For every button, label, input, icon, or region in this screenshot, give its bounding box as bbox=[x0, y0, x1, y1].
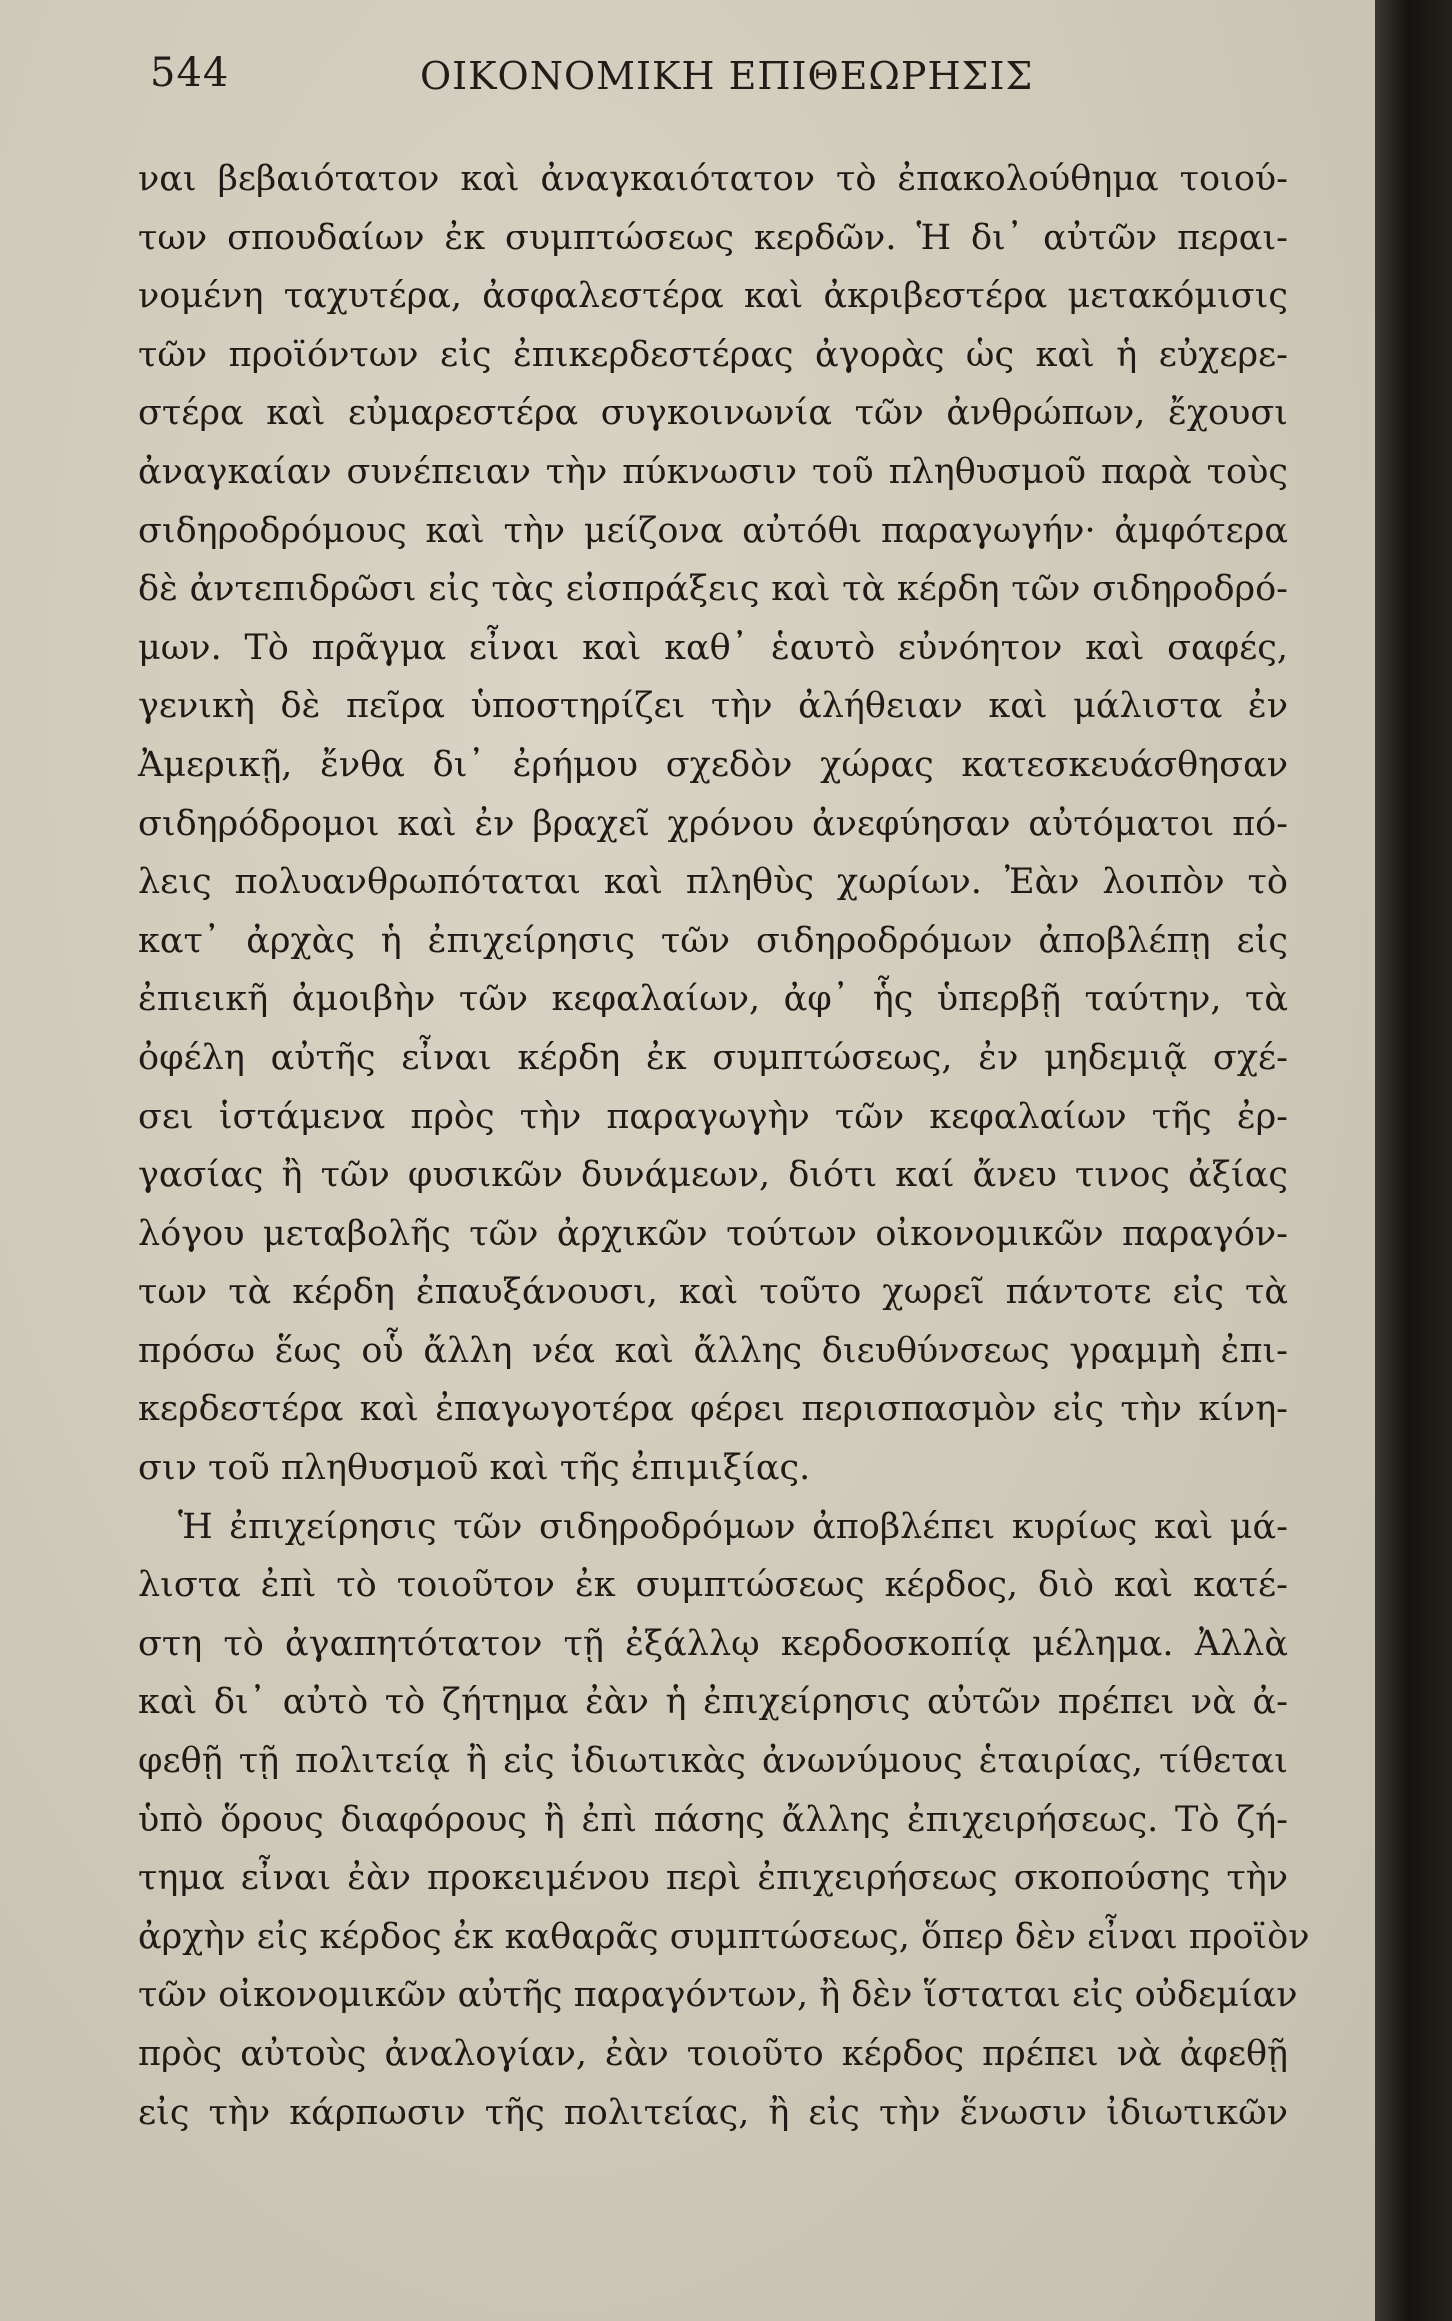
text-line: στέρα καὶ εὐμαρεστέρα συγκοινωνία τῶν ἀνθρώπων, ἔχουσι bbox=[138, 393, 1288, 434]
text-line: νομένη ταχυτέρα, ἀσφαλεστέρα καὶ ἀκριβεστέρα μετακόμισις bbox=[138, 276, 1288, 317]
book-spine-shadow bbox=[1375, 0, 1452, 2321]
text-line: καὶ δι᾽ αὐτὸ τὸ ζήτημα ἐὰν ἡ ἐπιχείρησις αὐτῶν πρέπει νὰ ἀ- bbox=[138, 1682, 1288, 1723]
text-line: ναι βεβαιότατον καὶ ἀναγκαιότατον τὸ ἐπακολούθημα τοιού- bbox=[138, 159, 1288, 199]
text-line: των τὰ κέρδη ἐπαυξάνουσι, καὶ τοῦτο χωρεῖ πάντοτε εἰς τὰ bbox=[138, 1272, 1288, 1313]
text-line: εἰς τὴν κάρπωσιν τῆς πολιτείας, ἢ εἰς τὴν ἕνωσιν ἰδιωτικῶν bbox=[138, 2092, 1288, 2133]
text-line: ἀναγκαίαν συνέπειαν τὴν πύκνωσιν τοῦ πληθυσμοῦ παρὰ τοὺς bbox=[138, 451, 1288, 492]
text-line: σει ἱστάμενα πρὸς τὴν παραγωγὴν τῶν κεφαλαίων τῆς ἐρ- bbox=[138, 1096, 1288, 1137]
paragraph-end-line: σιν τοῦ πληθυσμοῦ καὶ τῆς ἐπιμιξίας. bbox=[138, 1448, 811, 1489]
text-line: Ἀμερικῇ, ἔνθα δι᾽ ἐρήμου σχεδὸν χώρας κατεσκευάσθησαν bbox=[138, 744, 1288, 785]
text-line: πρόσω ἕως οὗ ἄλλη νέα καὶ ἄλλης διευθύνσεως γραμμὴ ἐπι- bbox=[138, 1330, 1288, 1371]
text-line: τῶν οἰκονομικῶν αὐτῆς παραγόντων, ἢ δὲν ἵσταται εἰς οὐδεμίαν bbox=[138, 1975, 1298, 2016]
text-line: ὀφέλη αὐτῆς εἶναι κέρδη ἐκ συμπτώσεως, ἐν μηδεμιᾷ σχέ- bbox=[138, 1037, 1288, 1078]
text-line: τημα εἶναι ἐὰν προκειμένου περὶ ἐπιχειρήσεως σκοπούσης τὴν bbox=[138, 1858, 1288, 1899]
text-line: κατ᾽ ἀρχὰς ἡ ἐπιχείρησις τῶν σιδηροδρόμων ἀποβλέπῃ εἰς bbox=[138, 920, 1288, 961]
text-line: ἀρχὴν εἰς κέρδος ἐκ καθαρᾶς συμπτώσεως, ὅπερ δὲν εἶναι προϊὸν bbox=[138, 1916, 1310, 1957]
body-text bbox=[138, 150, 1310, 2142]
text-line: ἐπιεικῆ ἀμοιβὴν τῶν κεφαλαίων, ἀφ᾽ ἧς ὑπερβῇ ταύτην, τὰ bbox=[138, 979, 1288, 1020]
text-line: τῶν προϊόντων εἰς ἐπικερδεστέρας ἀγορὰς ὡς καὶ ἡ εὐχερε- bbox=[138, 334, 1288, 375]
text-line: ὑπὸ ὅρους διαφόρους ἢ ἐπὶ πάσης ἄλλης ἐπιχειρήσεως. Τὸ ζή- bbox=[138, 1799, 1288, 1840]
text-line: των σπουδαίων ἐκ συμπτώσεως κερδῶν. Ἡ δι᾽ αὐτῶν περαι- bbox=[138, 217, 1288, 258]
text-line: σιδηρόδρομοι καὶ ἐν βραχεῖ χρόνου ἀνεφύησαν αὐτόματοι πό- bbox=[138, 803, 1288, 844]
text-line: κερδεστέρα καὶ ἐπαγωγοτέρα φέρει περισπασμὸν εἰς τὴν κίνη- bbox=[138, 1389, 1288, 1430]
text-line: γενικὴ δὲ πεῖρα ὑποστηρίζει τὴν ἀλήθειαν καὶ μάλιστα ἐν bbox=[138, 686, 1288, 727]
text-line: λεις πολυανθρωπόταται καὶ πληθὺς χωρίων. Ἐὰν λοιπὸν τὸ bbox=[138, 862, 1288, 903]
text-line: λόγου μεταβολῆς τῶν ἀρχικῶν τούτων οἰκονομικῶν παραγόν- bbox=[138, 1213, 1288, 1254]
text-line: μων. Τὸ πρᾶγμα εἶναι καὶ καθ᾽ ἑαυτὸ εὐνόητον καὶ σαφές, bbox=[138, 627, 1288, 668]
text-line: σιδηροδρόμους καὶ τὴν μείζονα αὐτόθι παραγωγήν· ἀμφότερα bbox=[138, 510, 1288, 551]
page-number: 544 bbox=[150, 50, 230, 96]
text-line: λιστα ἐπὶ τὸ τοιοῦτον ἐκ συμπτώσεως κέρδος, διὸ καὶ κατέ- bbox=[138, 1565, 1288, 1606]
text-line: στη τὸ ἀγαπητότατον τῇ ἐξάλλῳ κερδοσκοπίᾳ μέλημα. Ἀλλὰ bbox=[138, 1623, 1288, 1664]
text-line: γασίας ἢ τῶν φυσικῶν δυνάμεων, διότι καί ἄνευ τινος ἀξίας bbox=[138, 1155, 1288, 1196]
text-line: πρὸς αὐτοὺς ἀναλογίαν, ἐὰν τοιοῦτο κέρδος πρέπει νὰ ἀφεθῇ bbox=[138, 2034, 1288, 2074]
running-title: ΟΙΚΟΝΟΜΙΚΗ ΕΠΙΘΕΩΡΗΣΙΣ bbox=[420, 54, 1034, 98]
text-line: φεθῇ τῇ πολιτείᾳ ἢ εἰς ἰδιωτικὰς ἀνωνύμους ἑταιρίας, τίθεται bbox=[138, 1741, 1288, 1782]
page-header bbox=[150, 50, 1280, 110]
text-line: δὲ ἀντεπιδρῶσι εἰς τὰς εἰσπράξεις καὶ τὰ κέρδη τῶν σιδηροδρό- bbox=[138, 569, 1288, 610]
paragraph-start-line: Ἡ ἐπιχείρησις τῶν σιδηροδρόμων ἀποβλέπει κυρίως καὶ μά- bbox=[178, 1506, 1288, 1547]
